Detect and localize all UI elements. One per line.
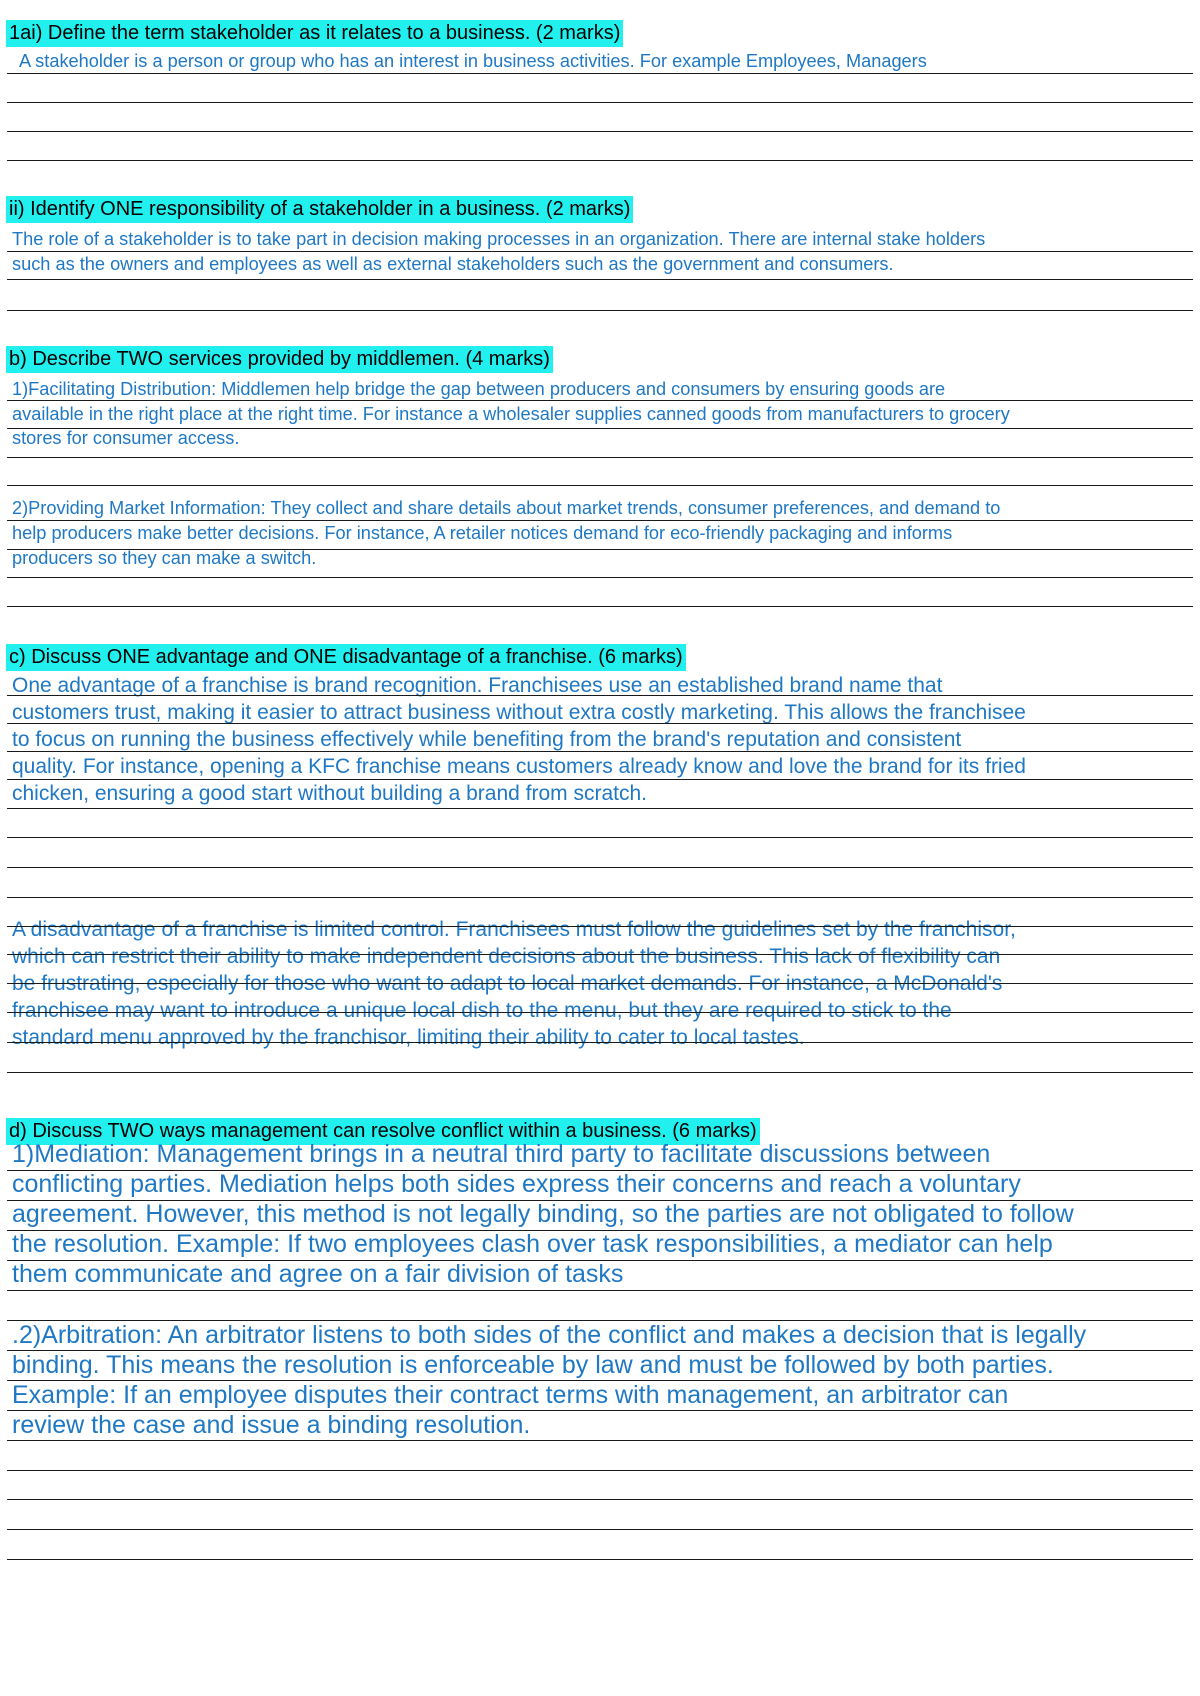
ruled-line bbox=[7, 1072, 1193, 1073]
ruled-line bbox=[7, 1410, 1193, 1411]
ruled-line bbox=[7, 1042, 1193, 1043]
answer-line: be frustrating, especially for those who want to adapt to local market demands. For instance, a McDonald's bbox=[12, 972, 1003, 995]
ruled-line bbox=[7, 549, 1193, 550]
question-c: c) Discuss ONE advantage and ONE disadvantage of a franchise. (6 marks) bbox=[6, 644, 686, 671]
ruled-line bbox=[7, 808, 1193, 809]
answer-line: producers so they can make a switch. bbox=[12, 548, 317, 568]
answer-line: Example: If an employee disputes their contract terms with management, an arbitrator can bbox=[12, 1381, 1009, 1409]
ruled-line bbox=[7, 779, 1193, 780]
answer-line: quality. For instance, opening a KFC franchise means customers already know and love the brand for its fried bbox=[12, 755, 1026, 778]
ruled-line bbox=[7, 926, 1193, 927]
ruled-line bbox=[7, 695, 1193, 696]
answer-line: The role of a stakeholder is to take part in decision making processes in an organization. There are internal stake holders bbox=[12, 229, 986, 249]
ruled-line bbox=[7, 1260, 1193, 1261]
answer-line: binding. This means the resolution is enforceable by law and must be followed by both parties. bbox=[12, 1351, 1054, 1379]
ruled-line bbox=[7, 131, 1193, 132]
ruled-line bbox=[7, 837, 1193, 838]
answer-line: 1)Facilitating Distribution: Middlemen help bridge the gap between producers and consumers by ensuring goods are bbox=[12, 379, 946, 399]
ruled-line bbox=[7, 723, 1193, 724]
ruled-line bbox=[7, 897, 1193, 898]
answer-line: customers trust, making it easier to attract business without extra costly marketing. This allows the franchisee bbox=[12, 701, 1026, 724]
ruled-line bbox=[7, 1380, 1193, 1381]
ruled-line bbox=[7, 160, 1193, 161]
ruled-line bbox=[7, 1230, 1193, 1231]
ruled-line bbox=[7, 102, 1193, 103]
answer-line: help producers make better decisions. For instance, A retailer notices demand for eco-friendly packaging and informs bbox=[12, 523, 953, 543]
ruled-line bbox=[7, 867, 1193, 868]
question-b: b) Describe TWO services provided by middlemen. (4 marks) bbox=[6, 346, 553, 373]
answer-line: chicken, ensuring a good start without building a brand from scratch. bbox=[12, 782, 648, 805]
answer-line: which can restrict their ability to make independent decisions about the business. This lack of flexibility can bbox=[12, 945, 1001, 968]
ruled-line bbox=[7, 428, 1193, 429]
answer-line: them communicate and agree on a fair division of tasks bbox=[12, 1260, 624, 1288]
answer-line: such as the owners and employees as well as external stakeholders such as the government and consumers. bbox=[12, 254, 894, 274]
ruled-line bbox=[7, 400, 1193, 401]
ruled-line bbox=[7, 485, 1193, 486]
ruled-line bbox=[7, 751, 1193, 752]
ruled-line bbox=[7, 1012, 1193, 1013]
ruled-line bbox=[7, 457, 1193, 458]
ruled-line bbox=[7, 606, 1193, 607]
ruled-line bbox=[7, 983, 1193, 984]
ruled-line bbox=[7, 1559, 1193, 1560]
answer-line: conflicting parties. Mediation helps both sides express their concerns and reach a voluntary bbox=[12, 1170, 1021, 1198]
ruled-line bbox=[7, 1320, 1193, 1321]
question-ii: ii) Identify ONE responsibility of a stakeholder in a business. (2 marks) bbox=[6, 196, 633, 223]
ruled-line bbox=[7, 279, 1193, 280]
ruled-line bbox=[7, 73, 1193, 74]
ruled-line bbox=[7, 1350, 1193, 1351]
answer-line: standard menu approved by the franchisor, limiting their ability to cater to local tastes. bbox=[12, 1026, 805, 1049]
answer-line: One advantage of a franchise is brand recognition. Franchisees use an established brand name that bbox=[12, 674, 943, 697]
answer-line: A disadvantage of a franchise is limited control. Franchisees must follow the guidelines set by the franchisor, bbox=[12, 918, 1016, 941]
ruled-line bbox=[7, 1440, 1193, 1441]
ruled-line bbox=[7, 251, 1193, 252]
ruled-line bbox=[7, 520, 1193, 521]
answer-line: review the case and issue a binding resolution. bbox=[12, 1411, 531, 1439]
ruled-line bbox=[7, 954, 1193, 955]
ruled-line bbox=[7, 1470, 1193, 1471]
ruled-line bbox=[7, 1200, 1193, 1201]
answer-line: .2)Arbitration: An arbitrator listens to both sides of the conflict and makes a decision that is legally bbox=[12, 1321, 1087, 1349]
ruled-line bbox=[7, 1290, 1193, 1291]
answer-line: to focus on running the business effectively while benefiting from the brand's reputation and consistent bbox=[12, 728, 962, 751]
ruled-line bbox=[7, 577, 1193, 578]
question-d: d) Discuss TWO ways management can resolve conflict within a business. (6 marks) bbox=[6, 1118, 760, 1145]
answer-line: 2)Providing Market Information: They collect and share details about market trends, consumer preferences, and demand to bbox=[12, 498, 1001, 518]
ruled-line bbox=[7, 310, 1193, 311]
answer-line: A stakeholder is a person or group who has an interest in business activities. For example Employees, Managers bbox=[19, 51, 927, 71]
ruled-line bbox=[7, 1170, 1193, 1171]
answer-line: the resolution. Example: If two employees clash over task responsibilities, a mediator can help bbox=[12, 1230, 1053, 1258]
ruled-line bbox=[7, 1529, 1193, 1530]
answer-line: franchisee may want to introduce a unique local dish to the menu, but they are required to stick to the bbox=[12, 999, 952, 1022]
answer-line: stores for consumer access. bbox=[12, 428, 240, 448]
ruled-line bbox=[7, 1499, 1193, 1500]
question-1ai: 1ai) Define the term stakeholder as it relates to a business. (2 marks) bbox=[6, 20, 623, 47]
answer-line: 1)Mediation: Management brings in a neutral third party to facilitate discussions between bbox=[12, 1140, 991, 1168]
answer-line: agreement. However, this method is not legally binding, so the parties are not obligated to follow bbox=[12, 1200, 1074, 1228]
answer-line: available in the right place at the right time. For instance a wholesaler supplies canned goods from manufacturers to grocery bbox=[12, 404, 1010, 424]
